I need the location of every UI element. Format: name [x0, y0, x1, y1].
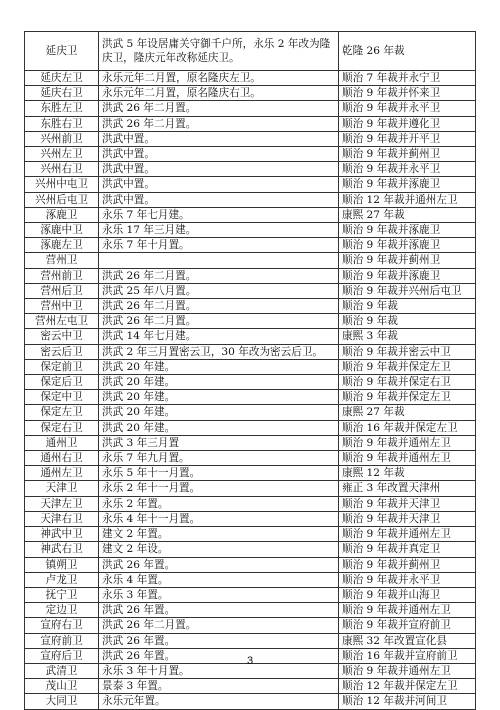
establishment-cell: 洪武 26 年二月置。 — [99, 268, 339, 283]
establishment-cell: 永乐 5 年十一月置。 — [99, 466, 339, 481]
establishment-cell: 洪武中置。 — [99, 177, 339, 192]
establishment-cell: 永乐 4 年置。 — [99, 572, 339, 587]
table-row — [25, 557, 476, 572]
abolition-cell: 顺治 9 年裁并遵化卫 — [339, 116, 476, 131]
garrison-name-cell: 营州中卫 — [25, 299, 99, 314]
garrison-name-cell: 镇朔卫 — [25, 557, 99, 572]
table-row — [25, 633, 476, 648]
garrison-name-cell: 密云中卫 — [25, 329, 99, 344]
garrison-name-cell: 兴州前卫 — [25, 131, 99, 146]
garrison-name-cell: 通州卫 — [25, 435, 99, 450]
abolition-cell: 顺治 9 年裁并涿鹿卫 — [339, 268, 476, 283]
garrison-name-cell: 东胜右卫 — [25, 116, 99, 131]
page-number: 3 — [246, 655, 254, 667]
establishment-cell: 洪武 20 年建。 — [99, 390, 339, 405]
establishment-cell: 洪武 26 年二月置。 — [99, 618, 339, 633]
table-row — [25, 375, 476, 390]
table-row — [25, 314, 476, 329]
table-row — [25, 542, 476, 557]
garrison-name-cell: 兴州后屯卫 — [25, 192, 99, 207]
establishment-cell: 永乐 7 年七月建。 — [99, 207, 339, 222]
table-row — [25, 147, 476, 162]
garrison-name-cell: 保定左卫 — [25, 405, 99, 420]
establishment-cell: 建文 2 年设。 — [99, 542, 339, 557]
table-row — [25, 162, 476, 177]
abolition-cell: 顺治 9 年裁并怀来卫 — [339, 86, 476, 101]
abolition-cell: 顺治 12 年裁并保定左卫 — [339, 679, 476, 694]
abolition-cell: 顺治 9 年裁并永平卫 — [339, 162, 476, 177]
garrison-name-cell: 涿鹿左卫 — [25, 238, 99, 253]
garrison-name-cell: 卢龙卫 — [25, 572, 99, 587]
garrison-name-cell: 兴州左卫 — [25, 147, 99, 162]
garrison-name-cell: 宣府后卫 — [25, 648, 99, 663]
abolition-cell: 乾隆 26 年裁 — [339, 32, 476, 71]
table-row — [25, 192, 476, 207]
establishment-cell: 永乐 7 年十月置。 — [99, 238, 339, 253]
abolition-cell: 顺治 9 年裁并通州左卫 — [339, 663, 476, 678]
establishment-cell: 洪武 3 年三月置 — [99, 435, 339, 450]
establishment-cell: 洪武中置。 — [99, 162, 339, 177]
table-row — [25, 435, 476, 450]
establishment-cell: 洪武 5 年设居庸关守御千户所，永乐 2 年改为隆庆卫，隆庆元年改称延庆卫。 — [99, 32, 339, 71]
abolition-cell: 顺治 12 年裁并河间卫 — [339, 694, 476, 709]
garrison-name-cell: 营州左屯卫 — [25, 314, 99, 329]
abolition-cell: 顺治 9 年裁并涿鹿卫 — [339, 238, 476, 253]
establishment-cell: 洪武 26 年二月置。 — [99, 299, 339, 314]
garrison-name-cell: 延庆右卫 — [25, 86, 99, 101]
garrison-name-cell: 宣府右卫 — [25, 618, 99, 633]
garrison-name-cell: 天津卫 — [25, 481, 99, 496]
abolition-cell: 顺治 9 年裁并蓟州卫 — [339, 253, 476, 268]
table-row — [25, 177, 476, 192]
abolition-cell: 顺治 16 年裁并保定左卫 — [339, 420, 476, 435]
garrison-name-cell: 宣府前卫 — [25, 633, 99, 648]
table-row — [25, 238, 476, 253]
establishment-cell: 永乐 3 年十月置。 — [99, 663, 339, 678]
abolition-cell: 康熙 27 年裁 — [339, 207, 476, 222]
garrison-name-cell: 神武右卫 — [25, 542, 99, 557]
table-row — [25, 299, 476, 314]
garrison-name-cell: 定边卫 — [25, 603, 99, 618]
garrison-name-cell: 武清卫 — [25, 663, 99, 678]
abolition-cell: 康熙 27 年裁 — [339, 405, 476, 420]
table-row — [25, 86, 476, 101]
garrison-name-cell: 东胜左卫 — [25, 101, 99, 116]
establishment-cell: 洪武 2 年三月置密云卫，30 年改为密云后卫。 — [99, 344, 339, 359]
abolition-cell: 顺治 9 年裁 — [339, 299, 476, 314]
establishment-cell: 洪武 26 年二月置。 — [99, 101, 339, 116]
abolition-cell: 康熙 3 年裁 — [339, 329, 476, 344]
garrison-name-cell: 大同卫 — [25, 694, 99, 709]
abolition-cell: 顺治 7 年裁并永宁卫 — [339, 71, 476, 86]
establishment-cell: 永乐元年置。 — [99, 694, 339, 709]
table-row — [25, 420, 476, 435]
establishment-cell: 永乐 17 年三月建。 — [99, 223, 339, 238]
abolition-cell: 康熙 12 年裁 — [339, 466, 476, 481]
garrison-name-cell: 营州前卫 — [25, 268, 99, 283]
table-row — [25, 603, 476, 618]
establishment-cell: 洪武 20 年建。 — [99, 359, 339, 374]
garrison-table-body — [25, 32, 476, 710]
table-row — [25, 572, 476, 587]
garrison-name-cell: 茂山卫 — [25, 679, 99, 694]
establishment-cell: 永乐 7 年九月置。 — [99, 451, 339, 466]
table-row — [25, 71, 476, 86]
table-row — [25, 466, 476, 481]
abolition-cell: 顺治 9 年裁并通州左卫 — [339, 603, 476, 618]
garrison-name-cell: 保定中卫 — [25, 390, 99, 405]
establishment-cell: 洪武中置。 — [99, 147, 339, 162]
table-row — [25, 511, 476, 526]
table-row — [25, 618, 476, 633]
establishment-cell: 洪武 20 年建。 — [99, 375, 339, 390]
table-row — [25, 253, 476, 268]
establishment-cell: 景泰 3 年置。 — [99, 679, 339, 694]
abolition-cell: 顺治 9 年裁并真定卫 — [339, 542, 476, 557]
abolition-cell: 顺治 9 年裁 — [339, 314, 476, 329]
table-row — [25, 451, 476, 466]
abolition-cell: 顺治 9 年裁并密云中卫 — [339, 344, 476, 359]
abolition-cell: 顺治 9 年裁并保定左卫 — [339, 359, 476, 374]
table-row — [25, 329, 476, 344]
abolition-cell: 顺治 9 年裁并通州左卫 — [339, 527, 476, 542]
garrison-name-cell: 兴州中屯卫 — [25, 177, 99, 192]
table-row — [25, 527, 476, 542]
garrison-name-cell: 通州右卫 — [25, 451, 99, 466]
garrison-name-cell: 营州后卫 — [25, 283, 99, 298]
establishment-cell: 永乐 2 年置。 — [99, 496, 339, 511]
table-row — [25, 268, 476, 283]
abolition-cell: 顺治 9 年裁并保定左卫 — [339, 390, 476, 405]
abolition-cell: 顺治 9 年裁并通州左卫 — [339, 435, 476, 450]
establishment-cell: 永乐元年二月置，原名隆庆左卫。 — [99, 71, 339, 86]
garrison-name-cell: 通州左卫 — [25, 466, 99, 481]
garrison-name-cell: 涿鹿卫 — [25, 207, 99, 222]
garrison-name-cell: 神武中卫 — [25, 527, 99, 542]
garrison-name-cell: 延庆左卫 — [25, 71, 99, 86]
table-row — [25, 679, 476, 694]
abolition-cell: 顺治 9 年裁并永平卫 — [339, 101, 476, 116]
garrison-name-cell: 营州卫 — [25, 253, 99, 268]
abolition-cell: 顺治 9 年裁并宣府前卫 — [339, 618, 476, 633]
establishment-cell: 建文 2 年置。 — [99, 527, 339, 542]
table-row — [25, 390, 476, 405]
garrison-name-cell: 延庆卫 — [25, 32, 99, 71]
abolition-cell: 顺治 9 年裁并天津卫 — [339, 496, 476, 511]
table-row — [25, 587, 476, 602]
establishment-cell: 洪武 26 年置。 — [99, 603, 339, 618]
abolition-cell: 顺治 9 年裁并兴州后屯卫 — [339, 283, 476, 298]
establishment-cell: 洪武 25 年八月置。 — [99, 283, 339, 298]
table-row — [25, 131, 476, 146]
abolition-cell: 顺治 9 年裁并山海卫 — [339, 587, 476, 602]
abolition-cell: 顺治 9 年裁并保定右卫 — [339, 375, 476, 390]
garrison-name-cell: 保定右卫 — [25, 420, 99, 435]
table-row — [25, 405, 476, 420]
abolition-cell: 顺治 9 年裁并蓟州卫 — [339, 147, 476, 162]
table-row — [25, 283, 476, 298]
abolition-cell: 顺治 9 年裁并通州左卫 — [339, 451, 476, 466]
garrison-name-cell: 抚宁卫 — [25, 587, 99, 602]
establishment-cell: 永乐元年二月置，原名隆庆右卫。 — [99, 86, 339, 101]
establishment-cell: 洪武中置。 — [99, 192, 339, 207]
garrison-table — [24, 31, 476, 710]
establishment-cell: 永乐 4 年十一月置。 — [99, 511, 339, 526]
abolition-cell: 顺治 9 年裁并天津卫 — [339, 511, 476, 526]
abolition-cell: 顺治 12 年裁并通州左卫 — [339, 192, 476, 207]
establishment-cell: 永乐 3 年置。 — [99, 587, 339, 602]
table-row — [25, 32, 476, 71]
abolition-cell: 顺治 9 年裁并蓟州卫 — [339, 557, 476, 572]
garrison-name-cell: 天津左卫 — [25, 496, 99, 511]
table-row — [25, 481, 476, 496]
garrison-name-cell: 保定前卫 — [25, 359, 99, 374]
table-row — [25, 344, 476, 359]
garrison-name-cell: 密云后卫 — [25, 344, 99, 359]
abolition-cell: 顺治 9 年裁并涿鹿卫 — [339, 177, 476, 192]
establishment-cell: 洪武 26 年二月置。 — [99, 116, 339, 131]
garrison-name-cell: 兴州右卫 — [25, 162, 99, 177]
abolition-cell: 顺治 9 年裁并涿鹿卫 — [339, 223, 476, 238]
establishment-cell: 洪武 26 年置。 — [99, 557, 339, 572]
table-row — [25, 207, 476, 222]
establishment-cell: 洪武中置。 — [99, 131, 339, 146]
garrison-name-cell: 天津右卫 — [25, 511, 99, 526]
table-row — [25, 116, 476, 131]
establishment-cell: 洪武 20 年建。 — [99, 420, 339, 435]
abolition-cell: 顺治 9 年裁并永平卫 — [339, 572, 476, 587]
establishment-cell: 洪武 20 年建。 — [99, 405, 339, 420]
establishment-cell: 永乐 2 年十一月置。 — [99, 481, 339, 496]
establishment-cell: 洪武 26 年二月置。 — [99, 314, 339, 329]
establishment-cell: 洪武 26 年置。 — [99, 648, 339, 663]
abolition-cell: 雍正 3 年改置天津州 — [339, 481, 476, 496]
establishment-cell: 洪武 14 年七月建。 — [99, 329, 339, 344]
table-row — [25, 694, 476, 709]
table-row — [25, 101, 476, 116]
establishment-cell — [99, 253, 339, 268]
abolition-cell: 康熙 32 年改置宣化县 — [339, 633, 476, 648]
garrison-name-cell: 涿鹿中卫 — [25, 223, 99, 238]
table-row — [25, 223, 476, 238]
table-row — [25, 359, 476, 374]
abolition-cell: 顺治 9 年裁并开平卫 — [339, 131, 476, 146]
garrison-name-cell: 保定后卫 — [25, 375, 99, 390]
abolition-cell: 顺治 16 年裁并宣府前卫 — [339, 648, 476, 663]
table-row — [25, 496, 476, 511]
establishment-cell: 洪武 26 年置。 — [99, 633, 339, 648]
